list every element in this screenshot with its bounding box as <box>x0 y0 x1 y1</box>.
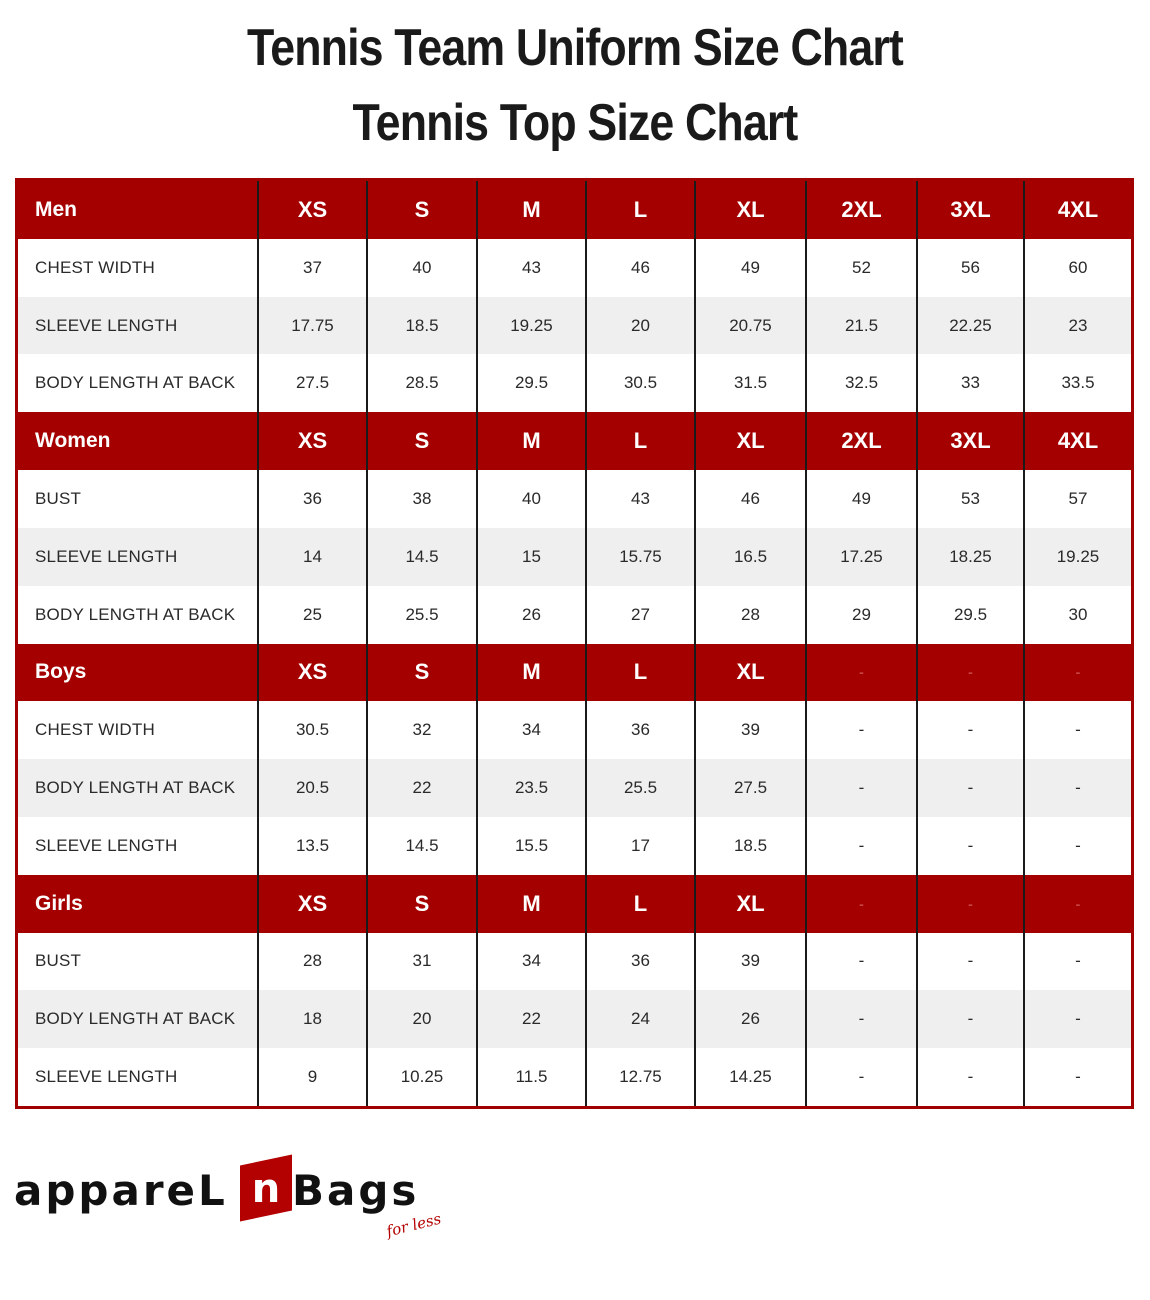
size-header-cell: XL <box>695 875 806 933</box>
size-header-cell: 4XL <box>1024 181 1131 239</box>
table-row <box>18 297 1131 355</box>
size-header-cell: M <box>477 412 586 470</box>
logo-word-right: Bags <box>292 1166 420 1215</box>
size-header-cell: XL <box>695 644 806 702</box>
size-table <box>18 181 1131 1106</box>
measurement-value: 27 <box>586 586 695 644</box>
logo-n-letter: n <box>251 1166 281 1212</box>
measurement-value: - <box>1024 759 1131 817</box>
measurement-value: - <box>917 933 1024 991</box>
logo-word-left: appareL <box>14 1166 228 1215</box>
table-row <box>18 817 1131 875</box>
measurement-value: 26 <box>695 990 806 1048</box>
measurement-value: 25.5 <box>586 759 695 817</box>
measurement-value: 36 <box>586 933 695 991</box>
size-header-cell: M <box>477 875 586 933</box>
size-header-cell: L <box>586 644 695 702</box>
table-row <box>18 586 1131 644</box>
measurement-value: 22.25 <box>917 297 1024 355</box>
section-header-row <box>18 181 1131 239</box>
measurement-value: 12.75 <box>586 1048 695 1106</box>
size-header-cell: L <box>586 412 695 470</box>
table-row <box>18 1048 1131 1106</box>
chart-title: Tennis Team Uniform Size Chart <box>247 19 903 77</box>
measurement-value: 14.5 <box>367 528 477 586</box>
size-header-cell: XS <box>258 644 367 702</box>
size-header-cell: 2XL <box>806 412 917 470</box>
measurement-value: 27.5 <box>695 759 806 817</box>
measurement-value: - <box>806 759 917 817</box>
measurement-value: 43 <box>586 470 695 528</box>
measurement-value: - <box>806 990 917 1048</box>
measurement-value: 24 <box>586 990 695 1048</box>
measurement-label: SLEEVE LENGTH <box>18 297 258 355</box>
measurement-value: 17.25 <box>806 528 917 586</box>
measurement-label: BODY LENGTH AT BACK <box>18 586 258 644</box>
measurement-value: 20 <box>586 297 695 355</box>
size-header-cell: M <box>477 181 586 239</box>
measurement-value: 18.5 <box>367 297 477 355</box>
measurement-value: 52 <box>806 239 917 297</box>
measurement-value: 56 <box>917 239 1024 297</box>
measurement-value: 53 <box>917 470 1024 528</box>
measurement-value: 30 <box>1024 586 1131 644</box>
measurement-value: - <box>917 990 1024 1048</box>
measurement-value: 17 <box>586 817 695 875</box>
section-header-row <box>18 875 1131 933</box>
measurement-value: 18 <box>258 990 367 1048</box>
brand-logo <box>14 1160 444 1250</box>
measurement-value: 23.5 <box>477 759 586 817</box>
measurement-value: 38 <box>367 470 477 528</box>
measurement-label: SLEEVE LENGTH <box>18 528 258 586</box>
measurement-value: 9 <box>258 1048 367 1106</box>
size-header-cell: M <box>477 644 586 702</box>
measurement-label: CHEST WIDTH <box>18 701 258 759</box>
section-label: Women <box>18 412 258 470</box>
measurement-value: - <box>917 759 1024 817</box>
size-header-cell: XS <box>258 181 367 239</box>
size-header-cell: XS <box>258 875 367 933</box>
measurement-value: 13.5 <box>258 817 367 875</box>
measurement-label: CHEST WIDTH <box>18 239 258 297</box>
measurement-label: BODY LENGTH AT BACK <box>18 759 258 817</box>
measurement-value: 34 <box>477 933 586 991</box>
table-row <box>18 701 1131 759</box>
measurement-value: 25.5 <box>367 586 477 644</box>
table-row <box>18 354 1131 412</box>
measurement-value: 30.5 <box>258 701 367 759</box>
measurement-value: 46 <box>586 239 695 297</box>
size-header-cell: S <box>367 181 477 239</box>
measurement-value: 20 <box>367 990 477 1048</box>
size-table-body <box>18 181 1131 1106</box>
size-header-cell: S <box>367 644 477 702</box>
chart-subtitle: Tennis Top Size Chart <box>352 94 798 152</box>
size-header-cell: - <box>1024 644 1131 702</box>
size-header-cell: L <box>586 181 695 239</box>
measurement-value: 33.5 <box>1024 354 1131 412</box>
size-header-cell: S <box>367 412 477 470</box>
measurement-value: 25 <box>258 586 367 644</box>
logo-tagline: for less <box>384 1209 443 1241</box>
measurement-value: 20.5 <box>258 759 367 817</box>
measurement-value: 21.5 <box>806 297 917 355</box>
size-header-cell: S <box>367 875 477 933</box>
measurement-value: 23 <box>1024 297 1131 355</box>
measurement-value: 26 <box>477 586 586 644</box>
measurement-value: - <box>917 701 1024 759</box>
measurement-value: 20.75 <box>695 297 806 355</box>
measurement-value: 46 <box>695 470 806 528</box>
measurement-value: 36 <box>258 470 367 528</box>
measurement-value: 22 <box>367 759 477 817</box>
measurement-value: 33 <box>917 354 1024 412</box>
measurement-value: 43 <box>477 239 586 297</box>
measurement-value: 18.5 <box>695 817 806 875</box>
measurement-value: 60 <box>1024 239 1131 297</box>
measurement-value: 39 <box>695 933 806 991</box>
measurement-value: 27.5 <box>258 354 367 412</box>
measurement-value: 19.25 <box>1024 528 1131 586</box>
section-label: Boys <box>18 644 258 702</box>
measurement-value: 14.5 <box>367 817 477 875</box>
measurement-value: 29.5 <box>917 586 1024 644</box>
measurement-value: 11.5 <box>477 1048 586 1106</box>
measurement-value: - <box>1024 933 1131 991</box>
measurement-label: BUST <box>18 933 258 991</box>
measurement-value: 32.5 <box>806 354 917 412</box>
table-row <box>18 239 1131 297</box>
measurement-value: 10.25 <box>367 1048 477 1106</box>
table-row <box>18 528 1131 586</box>
table-row <box>18 933 1131 991</box>
measurement-value: 39 <box>695 701 806 759</box>
measurement-value: - <box>806 817 917 875</box>
measurement-value: 28.5 <box>367 354 477 412</box>
measurement-value: - <box>806 933 917 991</box>
measurement-label: BODY LENGTH AT BACK <box>18 990 258 1048</box>
size-header-cell: XL <box>695 412 806 470</box>
measurement-value: 29 <box>806 586 917 644</box>
section-label: Girls <box>18 875 258 933</box>
measurement-value: 28 <box>258 933 367 991</box>
measurement-value: 14 <box>258 528 367 586</box>
size-header-cell: - <box>917 644 1024 702</box>
measurement-value: 28 <box>695 586 806 644</box>
measurement-value: 37 <box>258 239 367 297</box>
size-header-cell: L <box>586 875 695 933</box>
table-row <box>18 470 1131 528</box>
section-header-row <box>18 412 1131 470</box>
size-header-cell: XL <box>695 181 806 239</box>
measurement-value: - <box>917 817 1024 875</box>
measurement-label: SLEEVE LENGTH <box>18 1048 258 1106</box>
size-chart <box>15 178 1134 1109</box>
section-label: Men <box>18 181 258 239</box>
measurement-value: 40 <box>367 239 477 297</box>
measurement-label: SLEEVE LENGTH <box>18 817 258 875</box>
measurement-value: 32 <box>367 701 477 759</box>
size-header-cell: - <box>806 644 917 702</box>
measurement-value: 16.5 <box>695 528 806 586</box>
size-header-cell: 3XL <box>917 181 1024 239</box>
size-header-cell: - <box>1024 875 1131 933</box>
measurement-label: BODY LENGTH AT BACK <box>18 354 258 412</box>
measurement-value: 31.5 <box>695 354 806 412</box>
size-header-cell: - <box>917 875 1024 933</box>
size-header-cell: 4XL <box>1024 412 1131 470</box>
measurement-value: - <box>1024 1048 1131 1106</box>
size-header-cell: - <box>806 875 917 933</box>
measurement-value: 18.25 <box>917 528 1024 586</box>
measurement-value: - <box>1024 990 1131 1048</box>
measurement-value: 30.5 <box>586 354 695 412</box>
measurement-value: 29.5 <box>477 354 586 412</box>
measurement-value: 17.75 <box>258 297 367 355</box>
measurement-value: - <box>1024 701 1131 759</box>
logo-n-badge <box>240 1154 292 1221</box>
measurement-value: 36 <box>586 701 695 759</box>
measurement-value: - <box>806 701 917 759</box>
measurement-value: 40 <box>477 470 586 528</box>
measurement-value: - <box>917 1048 1024 1106</box>
size-header-cell: 2XL <box>806 181 917 239</box>
section-header-row <box>18 644 1131 702</box>
measurement-value: - <box>806 1048 917 1106</box>
measurement-value: 57 <box>1024 470 1131 528</box>
measurement-value: 15 <box>477 528 586 586</box>
table-row <box>18 990 1131 1048</box>
size-header-cell: XS <box>258 412 367 470</box>
measurement-label: BUST <box>18 470 258 528</box>
measurement-value: - <box>1024 817 1131 875</box>
measurement-value: 31 <box>367 933 477 991</box>
measurement-value: 15.5 <box>477 817 586 875</box>
measurement-value: 49 <box>806 470 917 528</box>
size-header-cell: 3XL <box>917 412 1024 470</box>
measurement-value: 19.25 <box>477 297 586 355</box>
table-row <box>18 759 1131 817</box>
measurement-value: 22 <box>477 990 586 1048</box>
measurement-value: 49 <box>695 239 806 297</box>
measurement-value: 34 <box>477 701 586 759</box>
measurement-value: 14.25 <box>695 1048 806 1106</box>
measurement-value: 15.75 <box>586 528 695 586</box>
